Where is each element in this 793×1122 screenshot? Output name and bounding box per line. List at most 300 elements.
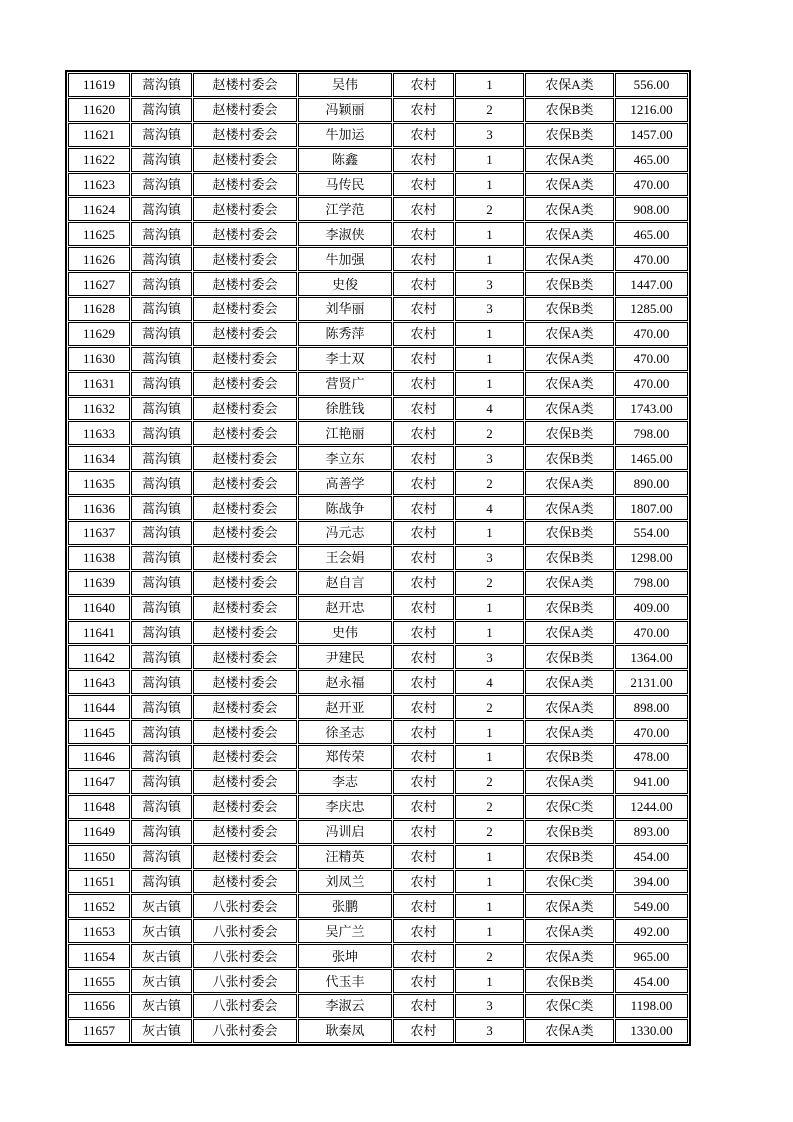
cell-person-name: 史俊 bbox=[298, 272, 392, 296]
cell-residence-type: 农村 bbox=[393, 421, 454, 445]
cell-person-count: 2 bbox=[455, 944, 524, 968]
cell-amount: 470.00 bbox=[615, 372, 688, 396]
table-row bbox=[68, 347, 688, 371]
cell-town: 灰古镇 bbox=[131, 894, 192, 918]
cell-town: 蒿沟镇 bbox=[131, 123, 192, 147]
cell-residence-type: 农村 bbox=[393, 695, 454, 719]
cell-person-count: 3 bbox=[455, 123, 524, 147]
table-row bbox=[68, 994, 688, 1018]
cell-record-id: 11650 bbox=[68, 845, 130, 869]
table-row bbox=[68, 521, 688, 545]
cell-person-count: 1 bbox=[455, 173, 524, 197]
cell-record-id: 11629 bbox=[68, 322, 130, 346]
cell-person-count: 1 bbox=[455, 720, 524, 744]
cell-person-name: 李庆忠 bbox=[298, 795, 392, 819]
cell-insurance-category: 农保A类 bbox=[525, 148, 614, 172]
cell-village-committee: 赵楼村委会 bbox=[193, 397, 297, 421]
cell-town: 蒿沟镇 bbox=[131, 870, 192, 894]
cell-town: 蒿沟镇 bbox=[131, 98, 192, 122]
cell-insurance-category: 农保A类 bbox=[525, 894, 614, 918]
table-row bbox=[68, 1019, 688, 1043]
cell-person-name: 江艳丽 bbox=[298, 421, 392, 445]
cell-insurance-category: 农保A类 bbox=[525, 222, 614, 246]
table-row bbox=[68, 745, 688, 769]
cell-town: 蒿沟镇 bbox=[131, 695, 192, 719]
cell-residence-type: 农村 bbox=[393, 322, 454, 346]
cell-amount: 965.00 bbox=[615, 944, 688, 968]
cell-person-name: 陈秀萍 bbox=[298, 322, 392, 346]
cell-person-count: 2 bbox=[455, 795, 524, 819]
cell-record-id: 11630 bbox=[68, 347, 130, 371]
cell-person-name: 牛加强 bbox=[298, 247, 392, 271]
cell-amount: 478.00 bbox=[615, 745, 688, 769]
cell-village-committee: 赵楼村委会 bbox=[193, 596, 297, 620]
cell-residence-type: 农村 bbox=[393, 347, 454, 371]
cell-insurance-category: 农保A类 bbox=[525, 496, 614, 520]
cell-record-id: 11642 bbox=[68, 645, 130, 669]
cell-village-committee: 赵楼村委会 bbox=[193, 795, 297, 819]
cell-residence-type: 农村 bbox=[393, 621, 454, 645]
cell-person-count: 2 bbox=[455, 820, 524, 844]
cell-person-name: 马传民 bbox=[298, 173, 392, 197]
table-row bbox=[68, 421, 688, 445]
cell-person-count: 3 bbox=[455, 272, 524, 296]
cell-amount: 908.00 bbox=[615, 197, 688, 221]
cell-village-committee: 赵楼村委会 bbox=[193, 521, 297, 545]
cell-insurance-category: 农保A类 bbox=[525, 770, 614, 794]
cell-insurance-category: 农保A类 bbox=[525, 670, 614, 694]
table-row bbox=[68, 670, 688, 694]
cell-record-id: 11624 bbox=[68, 197, 130, 221]
cell-town: 蒿沟镇 bbox=[131, 496, 192, 520]
cell-residence-type: 农村 bbox=[393, 173, 454, 197]
cell-person-name: 刘华丽 bbox=[298, 297, 392, 321]
table-row bbox=[68, 372, 688, 396]
table-body bbox=[68, 73, 688, 1043]
cell-person-count: 1 bbox=[455, 347, 524, 371]
cell-record-id: 11623 bbox=[68, 173, 130, 197]
cell-person-count: 1 bbox=[455, 919, 524, 943]
cell-residence-type: 农村 bbox=[393, 645, 454, 669]
cell-residence-type: 农村 bbox=[393, 446, 454, 470]
cell-person-count: 1 bbox=[455, 845, 524, 869]
cell-record-id: 11625 bbox=[68, 222, 130, 246]
cell-residence-type: 农村 bbox=[393, 197, 454, 221]
cell-person-count: 2 bbox=[455, 471, 524, 495]
cell-record-id: 11627 bbox=[68, 272, 130, 296]
cell-residence-type: 农村 bbox=[393, 1019, 454, 1043]
table-row bbox=[68, 645, 688, 669]
cell-village-committee: 赵楼村委会 bbox=[193, 247, 297, 271]
cell-amount: 1743.00 bbox=[615, 397, 688, 421]
cell-village-committee: 赵楼村委会 bbox=[193, 571, 297, 595]
cell-village-committee: 赵楼村委会 bbox=[193, 695, 297, 719]
cell-insurance-category: 农保A类 bbox=[525, 720, 614, 744]
cell-amount: 1364.00 bbox=[615, 645, 688, 669]
cell-village-committee: 八张村委会 bbox=[193, 919, 297, 943]
cell-town: 灰古镇 bbox=[131, 944, 192, 968]
cell-residence-type: 农村 bbox=[393, 720, 454, 744]
cell-village-committee: 赵楼村委会 bbox=[193, 820, 297, 844]
cell-amount: 941.00 bbox=[615, 770, 688, 794]
cell-person-count: 4 bbox=[455, 670, 524, 694]
cell-village-committee: 赵楼村委会 bbox=[193, 471, 297, 495]
cell-insurance-category: 农保B类 bbox=[525, 521, 614, 545]
cell-person-count: 1 bbox=[455, 148, 524, 172]
cell-record-id: 11645 bbox=[68, 720, 130, 744]
cell-insurance-category: 农保A类 bbox=[525, 471, 614, 495]
cell-person-name: 江学范 bbox=[298, 197, 392, 221]
cell-insurance-category: 农保A类 bbox=[525, 73, 614, 97]
cell-residence-type: 农村 bbox=[393, 222, 454, 246]
cell-insurance-category: 农保A类 bbox=[525, 322, 614, 346]
cell-person-name: 赵开亚 bbox=[298, 695, 392, 719]
cell-person-name: 陈战争 bbox=[298, 496, 392, 520]
cell-person-count: 2 bbox=[455, 421, 524, 445]
cell-town: 蒿沟镇 bbox=[131, 297, 192, 321]
cell-village-committee: 赵楼村委会 bbox=[193, 222, 297, 246]
cell-village-committee: 赵楼村委会 bbox=[193, 446, 297, 470]
cell-residence-type: 农村 bbox=[393, 397, 454, 421]
cell-person-name: 尹建民 bbox=[298, 645, 392, 669]
cell-person-name: 高善学 bbox=[298, 471, 392, 495]
cell-amount: 1447.00 bbox=[615, 272, 688, 296]
cell-record-id: 11621 bbox=[68, 123, 130, 147]
cell-residence-type: 农村 bbox=[393, 820, 454, 844]
table-row bbox=[68, 272, 688, 296]
cell-person-count: 2 bbox=[455, 695, 524, 719]
cell-person-count: 1 bbox=[455, 870, 524, 894]
cell-person-name: 耿秦凤 bbox=[298, 1019, 392, 1043]
cell-insurance-category: 农保A类 bbox=[525, 372, 614, 396]
cell-village-committee: 赵楼村委会 bbox=[193, 421, 297, 445]
cell-village-committee: 八张村委会 bbox=[193, 969, 297, 993]
cell-village-committee: 赵楼村委会 bbox=[193, 496, 297, 520]
cell-residence-type: 农村 bbox=[393, 870, 454, 894]
cell-amount: 454.00 bbox=[615, 845, 688, 869]
cell-town: 蒿沟镇 bbox=[131, 645, 192, 669]
table-row bbox=[68, 720, 688, 744]
cell-town: 蒿沟镇 bbox=[131, 820, 192, 844]
cell-amount: 893.00 bbox=[615, 820, 688, 844]
table-row bbox=[68, 471, 688, 495]
table-row bbox=[68, 222, 688, 246]
cell-town: 蒿沟镇 bbox=[131, 446, 192, 470]
cell-person-count: 2 bbox=[455, 770, 524, 794]
cell-record-id: 11631 bbox=[68, 372, 130, 396]
cell-person-count: 3 bbox=[455, 994, 524, 1018]
cell-village-committee: 赵楼村委会 bbox=[193, 670, 297, 694]
cell-village-committee: 赵楼村委会 bbox=[193, 745, 297, 769]
cell-town: 蒿沟镇 bbox=[131, 397, 192, 421]
table-row bbox=[68, 322, 688, 346]
cell-insurance-category: 农保A类 bbox=[525, 695, 614, 719]
cell-town: 蒿沟镇 bbox=[131, 222, 192, 246]
cell-insurance-category: 农保B类 bbox=[525, 446, 614, 470]
table-row bbox=[68, 73, 688, 97]
cell-person-name: 李淑云 bbox=[298, 994, 392, 1018]
table-row bbox=[68, 969, 688, 993]
cell-residence-type: 农村 bbox=[393, 496, 454, 520]
cell-person-count: 1 bbox=[455, 521, 524, 545]
cell-insurance-category: 农保B类 bbox=[525, 98, 614, 122]
cell-amount: 1285.00 bbox=[615, 297, 688, 321]
cell-record-id: 11657 bbox=[68, 1019, 130, 1043]
cell-village-committee: 赵楼村委会 bbox=[193, 148, 297, 172]
cell-amount: 470.00 bbox=[615, 173, 688, 197]
cell-town: 蒿沟镇 bbox=[131, 546, 192, 570]
cell-village-committee: 赵楼村委会 bbox=[193, 645, 297, 669]
cell-person-name: 李淑侠 bbox=[298, 222, 392, 246]
cell-person-name: 吴广兰 bbox=[298, 919, 392, 943]
cell-insurance-category: 农保B类 bbox=[525, 969, 614, 993]
cell-amount: 409.00 bbox=[615, 596, 688, 620]
cell-insurance-category: 农保B类 bbox=[525, 645, 614, 669]
cell-residence-type: 农村 bbox=[393, 297, 454, 321]
cell-residence-type: 农村 bbox=[393, 745, 454, 769]
cell-town: 蒿沟镇 bbox=[131, 621, 192, 645]
cell-record-id: 11643 bbox=[68, 670, 130, 694]
cell-amount: 394.00 bbox=[615, 870, 688, 894]
cell-insurance-category: 农保A类 bbox=[525, 197, 614, 221]
cell-record-id: 11646 bbox=[68, 745, 130, 769]
cell-village-committee: 八张村委会 bbox=[193, 994, 297, 1018]
cell-record-id: 11634 bbox=[68, 446, 130, 470]
cell-person-name: 张坤 bbox=[298, 944, 392, 968]
cell-insurance-category: 农保B类 bbox=[525, 272, 614, 296]
cell-record-id: 11654 bbox=[68, 944, 130, 968]
cell-person-name: 冯元志 bbox=[298, 521, 392, 545]
table-row bbox=[68, 944, 688, 968]
cell-person-count: 1 bbox=[455, 621, 524, 645]
cell-amount: 549.00 bbox=[615, 894, 688, 918]
table-row bbox=[68, 770, 688, 794]
cell-person-name: 李志 bbox=[298, 770, 392, 794]
cell-residence-type: 农村 bbox=[393, 670, 454, 694]
cell-insurance-category: 农保C类 bbox=[525, 994, 614, 1018]
cell-town: 蒿沟镇 bbox=[131, 322, 192, 346]
cell-person-name: 代玉丰 bbox=[298, 969, 392, 993]
table-row bbox=[68, 148, 688, 172]
cell-town: 蒿沟镇 bbox=[131, 247, 192, 271]
cell-residence-type: 农村 bbox=[393, 596, 454, 620]
cell-residence-type: 农村 bbox=[393, 795, 454, 819]
cell-town: 蒿沟镇 bbox=[131, 745, 192, 769]
cell-person-count: 4 bbox=[455, 496, 524, 520]
cell-amount: 465.00 bbox=[615, 222, 688, 246]
cell-insurance-category: 农保B类 bbox=[525, 745, 614, 769]
cell-amount: 1216.00 bbox=[615, 98, 688, 122]
table-row bbox=[68, 795, 688, 819]
cell-person-count: 2 bbox=[455, 197, 524, 221]
cell-person-name: 郑传荣 bbox=[298, 745, 392, 769]
cell-person-name: 冯颖丽 bbox=[298, 98, 392, 122]
cell-amount: 1244.00 bbox=[615, 795, 688, 819]
cell-residence-type: 农村 bbox=[393, 372, 454, 396]
cell-person-count: 1 bbox=[455, 596, 524, 620]
cell-amount: 492.00 bbox=[615, 919, 688, 943]
cell-record-id: 11639 bbox=[68, 571, 130, 595]
cell-insurance-category: 农保C类 bbox=[525, 795, 614, 819]
cell-insurance-category: 农保A类 bbox=[525, 347, 614, 371]
cell-residence-type: 农村 bbox=[393, 148, 454, 172]
table-row bbox=[68, 123, 688, 147]
cell-town: 灰古镇 bbox=[131, 994, 192, 1018]
cell-village-committee: 赵楼村委会 bbox=[193, 870, 297, 894]
cell-record-id: 11640 bbox=[68, 596, 130, 620]
cell-residence-type: 农村 bbox=[393, 969, 454, 993]
cell-record-id: 11619 bbox=[68, 73, 130, 97]
cell-village-committee: 八张村委会 bbox=[193, 894, 297, 918]
cell-residence-type: 农村 bbox=[393, 123, 454, 147]
cell-person-name: 李士双 bbox=[298, 347, 392, 371]
cell-amount: 470.00 bbox=[615, 247, 688, 271]
cell-amount: 1465.00 bbox=[615, 446, 688, 470]
cell-record-id: 11620 bbox=[68, 98, 130, 122]
cell-town: 蒿沟镇 bbox=[131, 372, 192, 396]
benefits-table bbox=[67, 72, 689, 1044]
cell-insurance-category: 农保B类 bbox=[525, 123, 614, 147]
table-row bbox=[68, 571, 688, 595]
cell-village-committee: 赵楼村委会 bbox=[193, 322, 297, 346]
cell-amount: 798.00 bbox=[615, 421, 688, 445]
cell-record-id: 11633 bbox=[68, 421, 130, 445]
cell-town: 蒿沟镇 bbox=[131, 73, 192, 97]
cell-person-name: 赵自言 bbox=[298, 571, 392, 595]
cell-person-name: 王会娟 bbox=[298, 546, 392, 570]
cell-person-name: 李立东 bbox=[298, 446, 392, 470]
cell-record-id: 11641 bbox=[68, 621, 130, 645]
table-row bbox=[68, 870, 688, 894]
table-row bbox=[68, 297, 688, 321]
cell-record-id: 11652 bbox=[68, 894, 130, 918]
cell-person-count: 1 bbox=[455, 372, 524, 396]
cell-amount: 2131.00 bbox=[615, 670, 688, 694]
table-row bbox=[68, 173, 688, 197]
table-row bbox=[68, 197, 688, 221]
cell-amount: 1330.00 bbox=[615, 1019, 688, 1043]
cell-person-name: 赵永福 bbox=[298, 670, 392, 694]
cell-town: 蒿沟镇 bbox=[131, 670, 192, 694]
cell-insurance-category: 农保A类 bbox=[525, 944, 614, 968]
cell-record-id: 11632 bbox=[68, 397, 130, 421]
cell-town: 蒿沟镇 bbox=[131, 148, 192, 172]
cell-record-id: 11655 bbox=[68, 969, 130, 993]
cell-town: 蒿沟镇 bbox=[131, 596, 192, 620]
cell-person-name: 赵开忠 bbox=[298, 596, 392, 620]
cell-village-committee: 八张村委会 bbox=[193, 1019, 297, 1043]
table-row bbox=[68, 496, 688, 520]
cell-person-count: 4 bbox=[455, 397, 524, 421]
cell-amount: 1298.00 bbox=[615, 546, 688, 570]
cell-record-id: 11651 bbox=[68, 870, 130, 894]
cell-amount: 470.00 bbox=[615, 720, 688, 744]
cell-residence-type: 农村 bbox=[393, 894, 454, 918]
cell-person-count: 2 bbox=[455, 98, 524, 122]
cell-town: 蒿沟镇 bbox=[131, 770, 192, 794]
cell-person-name: 刘凤兰 bbox=[298, 870, 392, 894]
cell-amount: 454.00 bbox=[615, 969, 688, 993]
cell-insurance-category: 农保B类 bbox=[525, 297, 614, 321]
cell-town: 蒿沟镇 bbox=[131, 795, 192, 819]
cell-village-committee: 赵楼村委会 bbox=[193, 173, 297, 197]
cell-record-id: 11637 bbox=[68, 521, 130, 545]
table-row bbox=[68, 695, 688, 719]
cell-village-committee: 赵楼村委会 bbox=[193, 123, 297, 147]
cell-town: 蒿沟镇 bbox=[131, 272, 192, 296]
table-row bbox=[68, 446, 688, 470]
cell-town: 灰古镇 bbox=[131, 919, 192, 943]
cell-amount: 890.00 bbox=[615, 471, 688, 495]
cell-village-committee: 八张村委会 bbox=[193, 944, 297, 968]
cell-residence-type: 农村 bbox=[393, 994, 454, 1018]
cell-record-id: 11636 bbox=[68, 496, 130, 520]
cell-residence-type: 农村 bbox=[393, 546, 454, 570]
cell-person-name: 牛加运 bbox=[298, 123, 392, 147]
cell-town: 蒿沟镇 bbox=[131, 197, 192, 221]
cell-village-committee: 赵楼村委会 bbox=[193, 546, 297, 570]
cell-record-id: 11628 bbox=[68, 297, 130, 321]
cell-residence-type: 农村 bbox=[393, 272, 454, 296]
cell-person-name: 汪精英 bbox=[298, 845, 392, 869]
cell-residence-type: 农村 bbox=[393, 571, 454, 595]
cell-residence-type: 农村 bbox=[393, 845, 454, 869]
cell-residence-type: 农村 bbox=[393, 521, 454, 545]
cell-village-committee: 赵楼村委会 bbox=[193, 98, 297, 122]
cell-person-name: 史伟 bbox=[298, 621, 392, 645]
cell-record-id: 11656 bbox=[68, 994, 130, 1018]
cell-amount: 898.00 bbox=[615, 695, 688, 719]
table-row bbox=[68, 397, 688, 421]
cell-record-id: 11622 bbox=[68, 148, 130, 172]
cell-person-count: 3 bbox=[455, 297, 524, 321]
cell-insurance-category: 农保A类 bbox=[525, 173, 614, 197]
cell-insurance-category: 农保B类 bbox=[525, 546, 614, 570]
cell-record-id: 11649 bbox=[68, 820, 130, 844]
table-row bbox=[68, 98, 688, 122]
cell-record-id: 11648 bbox=[68, 795, 130, 819]
cell-village-committee: 赵楼村委会 bbox=[193, 770, 297, 794]
cell-amount: 554.00 bbox=[615, 521, 688, 545]
table-row bbox=[68, 596, 688, 620]
cell-amount: 470.00 bbox=[615, 621, 688, 645]
cell-amount: 465.00 bbox=[615, 148, 688, 172]
cell-residence-type: 农村 bbox=[393, 919, 454, 943]
cell-amount: 798.00 bbox=[615, 571, 688, 595]
cell-person-name: 吴伟 bbox=[298, 73, 392, 97]
cell-town: 蒿沟镇 bbox=[131, 845, 192, 869]
table-row bbox=[68, 845, 688, 869]
cell-amount: 470.00 bbox=[615, 322, 688, 346]
cell-town: 灰古镇 bbox=[131, 1019, 192, 1043]
cell-person-count: 1 bbox=[455, 969, 524, 993]
cell-town: 蒿沟镇 bbox=[131, 347, 192, 371]
table-row bbox=[68, 621, 688, 645]
cell-record-id: 11653 bbox=[68, 919, 130, 943]
cell-amount: 1198.00 bbox=[615, 994, 688, 1018]
cell-person-count: 1 bbox=[455, 894, 524, 918]
cell-town: 蒿沟镇 bbox=[131, 521, 192, 545]
table-row bbox=[68, 820, 688, 844]
cell-person-count: 1 bbox=[455, 73, 524, 97]
cell-record-id: 11644 bbox=[68, 695, 130, 719]
cell-record-id: 11638 bbox=[68, 546, 130, 570]
cell-person-count: 3 bbox=[455, 645, 524, 669]
cell-village-committee: 赵楼村委会 bbox=[193, 272, 297, 296]
cell-person-name: 张鹏 bbox=[298, 894, 392, 918]
cell-person-name: 营贤广 bbox=[298, 372, 392, 396]
cell-village-committee: 赵楼村委会 bbox=[193, 347, 297, 371]
